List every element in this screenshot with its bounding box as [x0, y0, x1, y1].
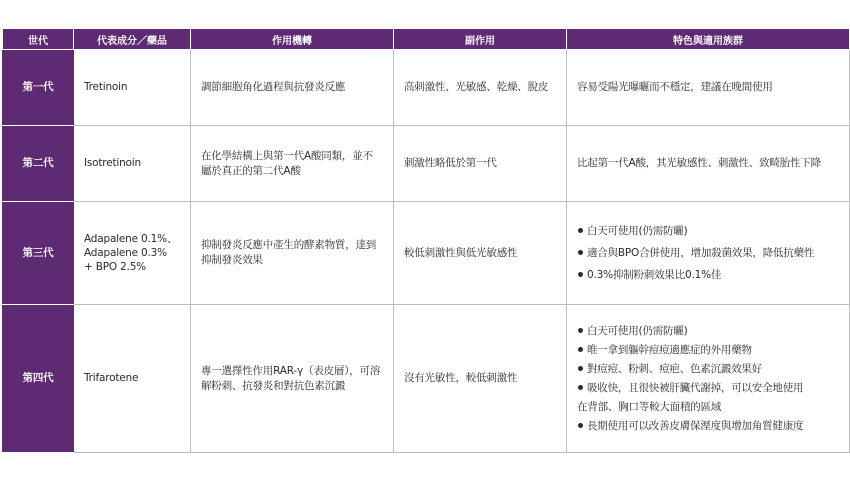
generation-cell: 第一代 — [3, 50, 74, 126]
side-effects-cell: 刺激性略低於第一代 — [394, 126, 567, 202]
features-cell: 容易受陽光曝曬而不穩定，建議在晚間使用 — [567, 50, 850, 126]
drug-name: Adapalene 0.3% — [84, 247, 167, 259]
generation-cell: 第三代 — [3, 202, 74, 305]
table-row — [3, 305, 850, 453]
feature-item — [577, 341, 839, 360]
generation-cell: 第二代 — [3, 126, 74, 202]
bullet-icon — [578, 385, 583, 390]
header-side-effects: 副作用 — [394, 29, 567, 50]
header-mechanism: 作用機轉 — [191, 29, 394, 50]
feature-item — [577, 360, 839, 379]
feature-text: 白天可使用(仍需防曬) — [587, 324, 688, 337]
bullet-icon — [578, 328, 583, 333]
drug-name: Adapalene 0.1%、 — [84, 233, 178, 245]
header-generation: 世代 — [3, 29, 74, 50]
feature-item — [577, 264, 839, 286]
table-row — [3, 50, 850, 126]
feature-item — [577, 242, 839, 264]
drug-cell — [74, 126, 191, 202]
feature-text: 長期使用可以改善皮膚保溼度與增加角質健康度 — [587, 419, 804, 432]
drug-cell — [74, 305, 191, 453]
bullet-icon — [578, 228, 583, 233]
feature-text: 0.3%抑制粉刺效果比0.1%佳 — [587, 269, 722, 281]
features-cell: 比起第一代A酸，其光敏感性、刺激性、致畸胎性下降 — [567, 126, 850, 202]
feature-continuation: 在背部、胸口等較大面積的區域 — [577, 400, 722, 413]
mechanism-cell: 抑制發炎反應中產生的酵素物質，達到抑制發炎效果 — [191, 202, 394, 305]
drug-name: + BPO 2.5% — [84, 261, 146, 273]
side-effects-cell: 沒有光敏性，較低刺激性 — [394, 305, 567, 453]
feature-text: 唯一拿到軀幹痘痘適應症的外用藥物 — [587, 343, 752, 356]
mechanism-cell: 專一選擇性作用RAR-γ（表皮層），可溶解粉刺、抗發炎和對抗色素沉澱 — [191, 305, 394, 453]
retinoid-comparison-table — [2, 28, 850, 453]
table-header-row — [3, 29, 850, 50]
drug-name: Trifarotene — [84, 372, 139, 384]
header-drug: 代表成分／藥品 — [74, 29, 191, 50]
table-row — [3, 126, 850, 202]
feature-item — [577, 417, 839, 436]
side-effects-cell: 較低刺激性與低光敏感性 — [394, 202, 567, 305]
feature-text: 吸收快，且很快被肝臟代謝掉，可以安全地使用 — [587, 381, 804, 394]
side-effects-cell: 高刺激性、光敏感、乾燥、脫皮 — [394, 50, 567, 126]
bullet-icon — [578, 366, 583, 371]
drug-cell — [74, 50, 191, 126]
feature-text: 適合與BPO合併使用，增加殺菌效果，降低抗藥性 — [587, 247, 815, 259]
bullet-icon — [578, 272, 583, 277]
features-cell — [567, 202, 850, 305]
header-features: 特色與適用族群 — [567, 29, 850, 50]
bullet-icon — [578, 347, 583, 352]
drug-cell — [74, 202, 191, 305]
mechanism-cell: 在化學結構上與第一代A酸同類，並不屬於真正的第二代A酸 — [191, 126, 394, 202]
feature-item — [577, 322, 839, 341]
features-cell — [567, 305, 850, 453]
table-row — [3, 202, 850, 305]
feature-text: 對痘痘、粉刺、痘疤、色素沉澱效果好 — [587, 362, 763, 375]
drug-name: Tretinoin — [84, 81, 128, 93]
mechanism-cell: 調節細胞角化過程與抗發炎反應 — [191, 50, 394, 126]
drug-name: Isotretinoin — [84, 157, 141, 169]
feature-text: 白天可使用(仍需防曬) — [587, 225, 688, 237]
bullet-icon — [578, 423, 583, 428]
feature-item — [577, 220, 839, 242]
generation-cell: 第四代 — [3, 305, 74, 453]
bullet-icon — [578, 250, 583, 255]
feature-item — [577, 379, 839, 398]
